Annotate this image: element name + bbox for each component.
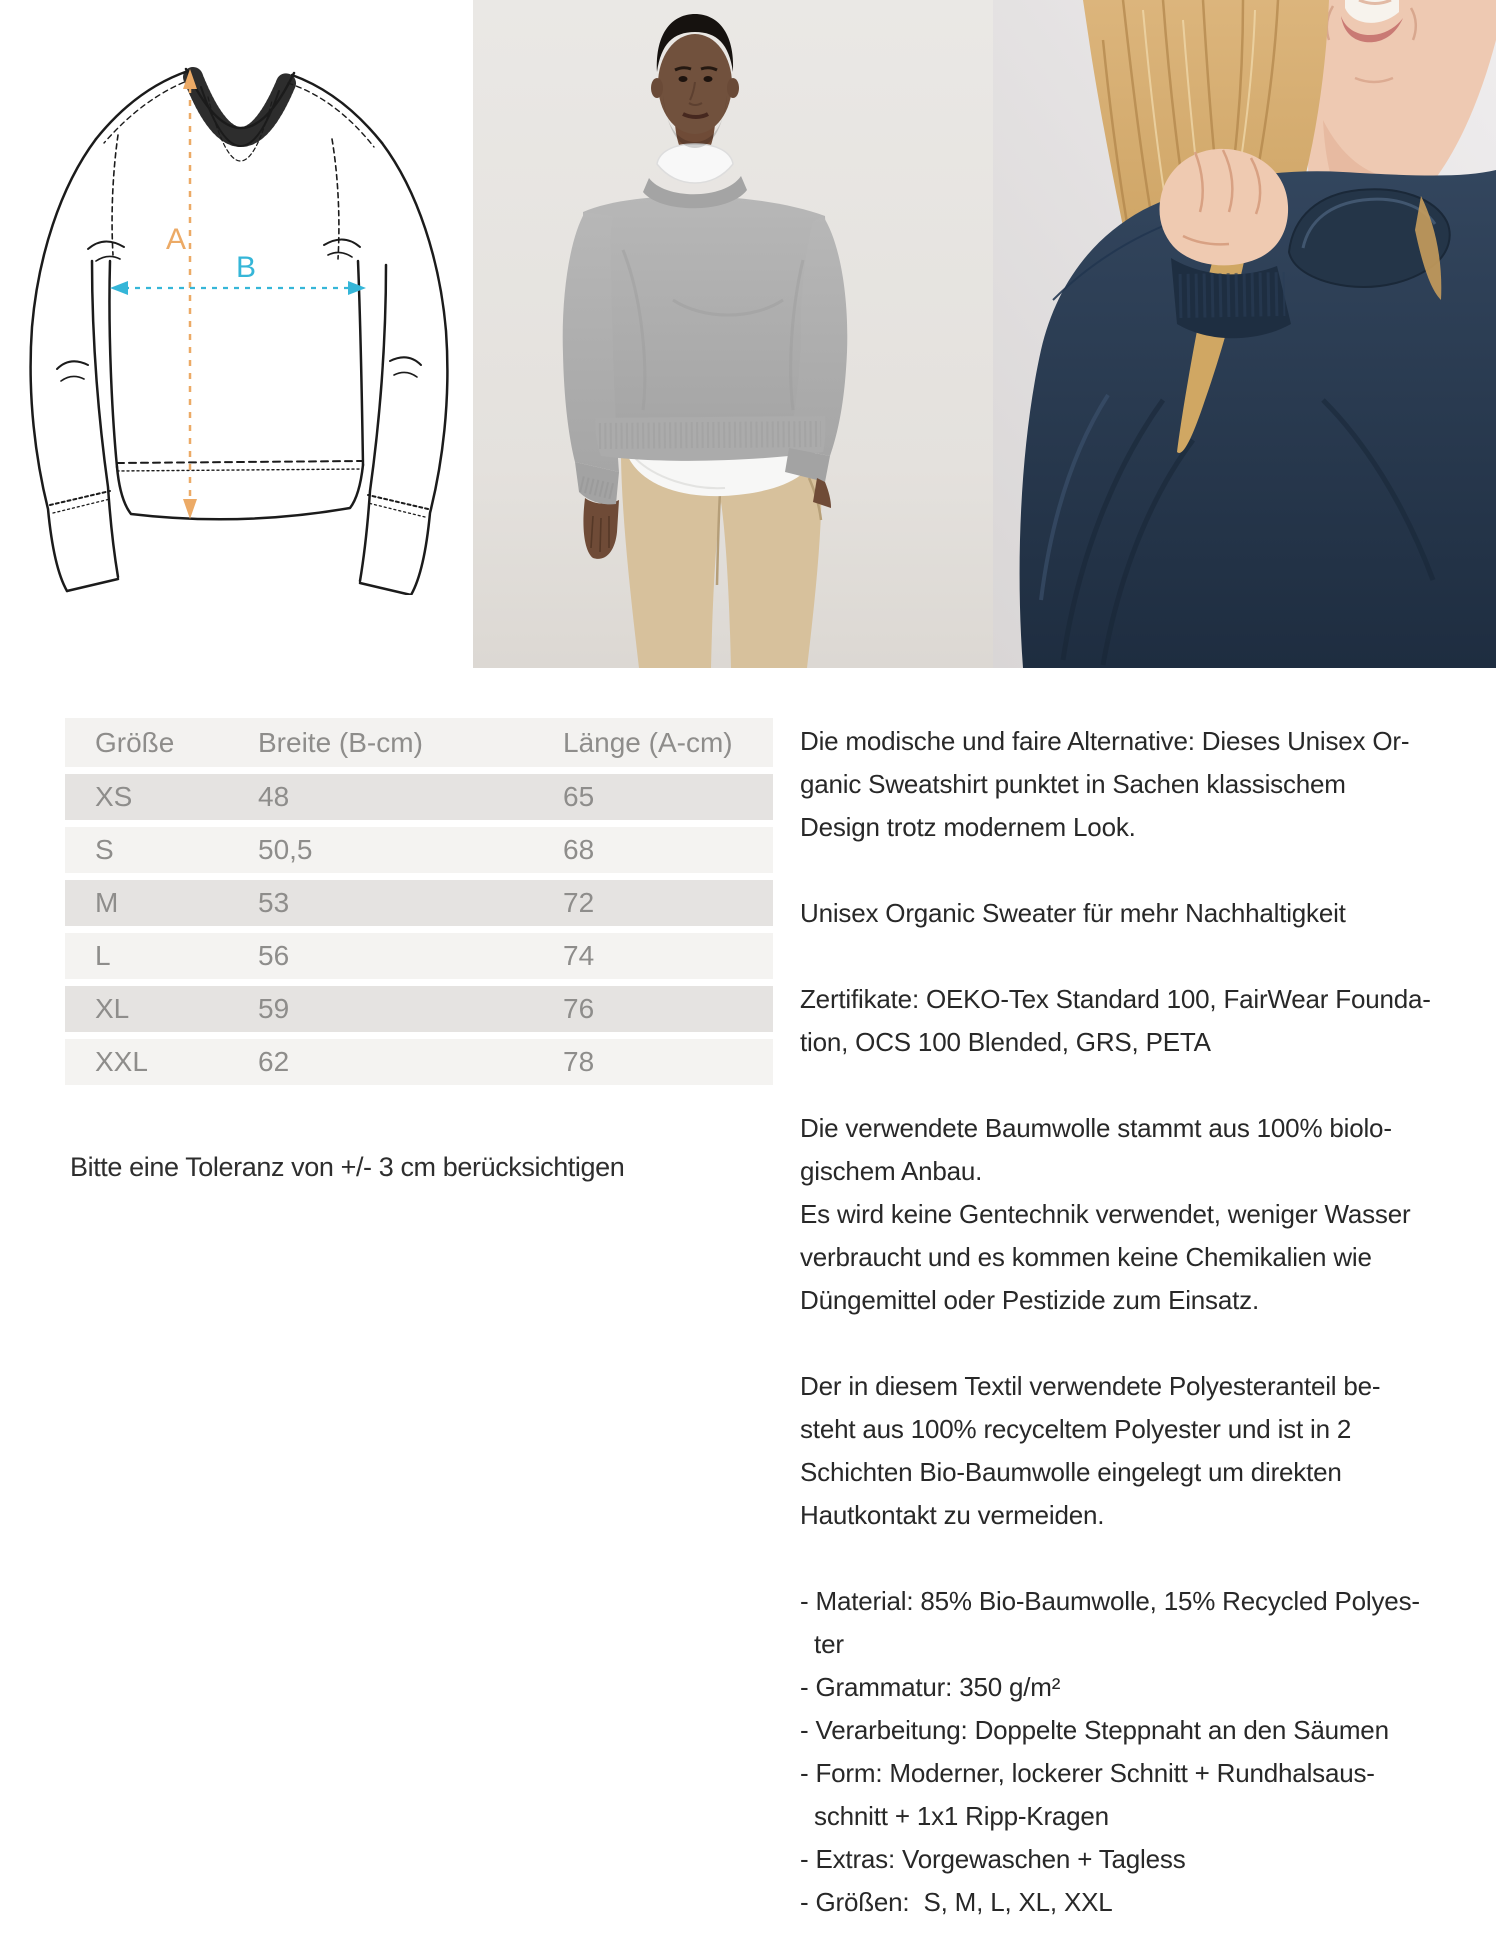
col-header-width: Breite (B-cm): [258, 727, 423, 758]
description-bullet-list: - Material: 85% Bio-Baumwolle, 15% Recycled Polyes- ter - Grammatur: 350 g/m² - Verarbeitung: Doppelte Steppnaht an den Säumen - Form: Moderner, lockerer Schnitt + Rundhalsaus- schnitt + 1x1 Ripp-Kragen - Extras: Vorgewaschen + Tagless - Größen: S, M, L, XL, XXL: [800, 1586, 1420, 1917]
sweatshirt-outline-drawing: [31, 69, 448, 595]
width-cell: 56: [258, 940, 290, 971]
length-arrow-icon: [166, 69, 197, 519]
table-row: [65, 880, 773, 926]
length-cell: 74: [563, 940, 595, 971]
table-row: [65, 986, 773, 1032]
size-table: [65, 718, 773, 1092]
size-table-header-row: [65, 718, 773, 767]
size-cell: M: [95, 887, 119, 918]
size-cell: XL: [95, 993, 130, 1024]
tolerance-note: Bitte eine Toleranz von +/- 3 cm berücksichtigen: [70, 1152, 625, 1182]
table-row: [65, 827, 773, 873]
length-cell: 76: [563, 993, 595, 1024]
male-model-photo: [473, 0, 993, 668]
length-cell: 65: [563, 781, 595, 812]
width-cell: 50,5: [258, 834, 313, 865]
description-paragraph: Die verwendete Baumwolle stammt aus 100% biolo- gischem Anbau. Es wird keine Gentechnik verwendet, weniger Wasser verbraucht und es kommen keine Chemikalien wie Düngemittel oder Pestizide zum Einsatz.: [800, 1113, 1411, 1315]
size-cell: XXL: [95, 1046, 148, 1077]
description-paragraph: Zertifikate: OEKO-Tex Standard 100, FairWear Founda- tion, OCS 100 Blended, GRS, PETA: [800, 984, 1431, 1057]
measurement-sketch: [20, 35, 460, 595]
size-cell: S: [95, 834, 114, 865]
length-cell: 72: [563, 887, 595, 918]
col-header-size: Größe: [95, 727, 175, 758]
description-paragraph: Die modische und faire Alternative: Dieses Unisex Or- ganic Sweatshirt punktet in Sachen klassischem Design trotz modernem Look.: [800, 726, 1410, 842]
width-arrow-icon: [110, 251, 366, 295]
description-paragraph: Der in diesem Textil verwendete Polyesteranteil be- steht aus 100% recyceltem Polyester und ist in 2 Schichten Bio-Baumwolle eingelegt um direkten Hautkontakt zu vermeiden.: [800, 1371, 1381, 1530]
width-label: B: [236, 251, 257, 284]
female-model-photo: [993, 0, 1496, 668]
table-row: [65, 933, 773, 979]
col-header-length: Länge (A-cm): [563, 727, 733, 758]
table-row: [65, 774, 773, 820]
length-label: A: [166, 223, 187, 256]
length-cell: 68: [563, 834, 595, 865]
table-row: [65, 1039, 773, 1085]
size-cell: L: [95, 940, 111, 971]
width-cell: 53: [258, 887, 290, 918]
width-cell: 48: [258, 781, 290, 812]
product-description: [800, 720, 1492, 1924]
size-cell: XS: [95, 781, 133, 812]
description-paragraph: Unisex Organic Sweater für mehr Nachhaltigkeit: [800, 898, 1346, 928]
length-cell: 78: [563, 1046, 595, 1077]
width-cell: 62: [258, 1046, 290, 1077]
width-cell: 59: [258, 993, 290, 1024]
